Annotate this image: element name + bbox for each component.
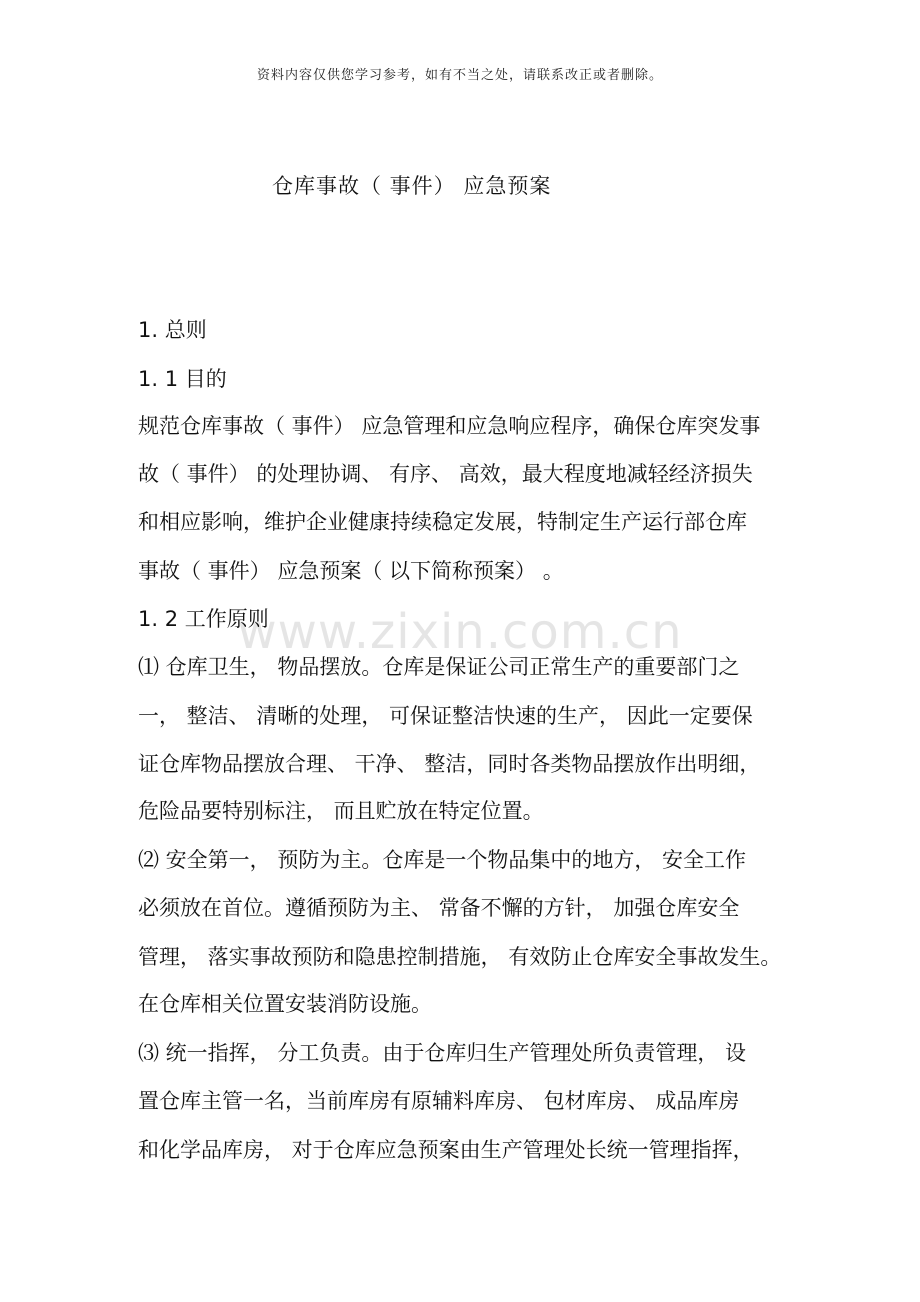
- header-disclaimer: 资料内容仅供您学习参考，如有不当之处，请联系改正或者删除。: [256, 68, 663, 83]
- principle-1-line: 证仓库物品摆放合理、 干净、 整洁，同时各类物品摆放作出明细，: [138, 752, 761, 776]
- principle-1-line: 一， 整洁、 清晰的处理， 可保证整洁快速的生产， 因此一定要保: [138, 704, 753, 728]
- principle-3-line: 置仓库主管一名，当前库房有原辅料库房、 包材库房、 成品库房: [138, 1089, 740, 1113]
- document-title: 仓库事故（ 事件） 应急预案: [272, 174, 552, 198]
- principle-1-line: 危险品要特别标注， 而且贮放在特定位置。: [138, 799, 544, 823]
- principle-3-line: ⑶ 统一指挥， 分工负责。由于仓库归生产管理处所负责管理， 设: [138, 1041, 747, 1065]
- purpose-line: 规范仓库事故（ 事件） 应急管理和应急响应程序，确保仓库突发事: [138, 414, 761, 438]
- principle-1-line: ⑴ 仓库卫生， 物品摆放。仓库是保证公司正常生产的重要部门之: [138, 655, 740, 679]
- principle-2-line: 在仓库相关位置安装消防设施。: [138, 992, 432, 1016]
- section-heading-principles: 1. 2 工作原则: [138, 607, 269, 631]
- principle-3-line: 和化学品库房， 对于仓库应急预案由生产管理处长统一管理指挥，: [138, 1138, 754, 1162]
- principle-2-line: 必须放在首位。遵循预防为主、 常备不懈的方针， 加强仓库安全: [138, 896, 740, 920]
- principle-2-line: 管理， 落实事故预防和隐患控制措施， 有效防止仓库安全事故发生。: [138, 945, 782, 969]
- watermark: www.zixin.com.cn: [237, 604, 683, 660]
- section-heading-purpose: 1. 1 目的: [138, 367, 227, 391]
- purpose-line: 事故（ 事件） 应急预案（ 以下简称预案） 。: [138, 559, 564, 583]
- section-heading-general: 1. 总则: [138, 318, 207, 342]
- purpose-line: 和相应影响，维护企业健康持续稳定发展，特制定生产运行部仓库: [138, 510, 747, 534]
- principle-2-line: ⑵ 安全第一， 预防为主。仓库是一个物品集中的地方， 安全工作: [138, 848, 747, 872]
- purpose-line: 故（ 事件） 的处理协调、 有序、 高效，最大程度地减轻经济损失: [138, 462, 753, 486]
